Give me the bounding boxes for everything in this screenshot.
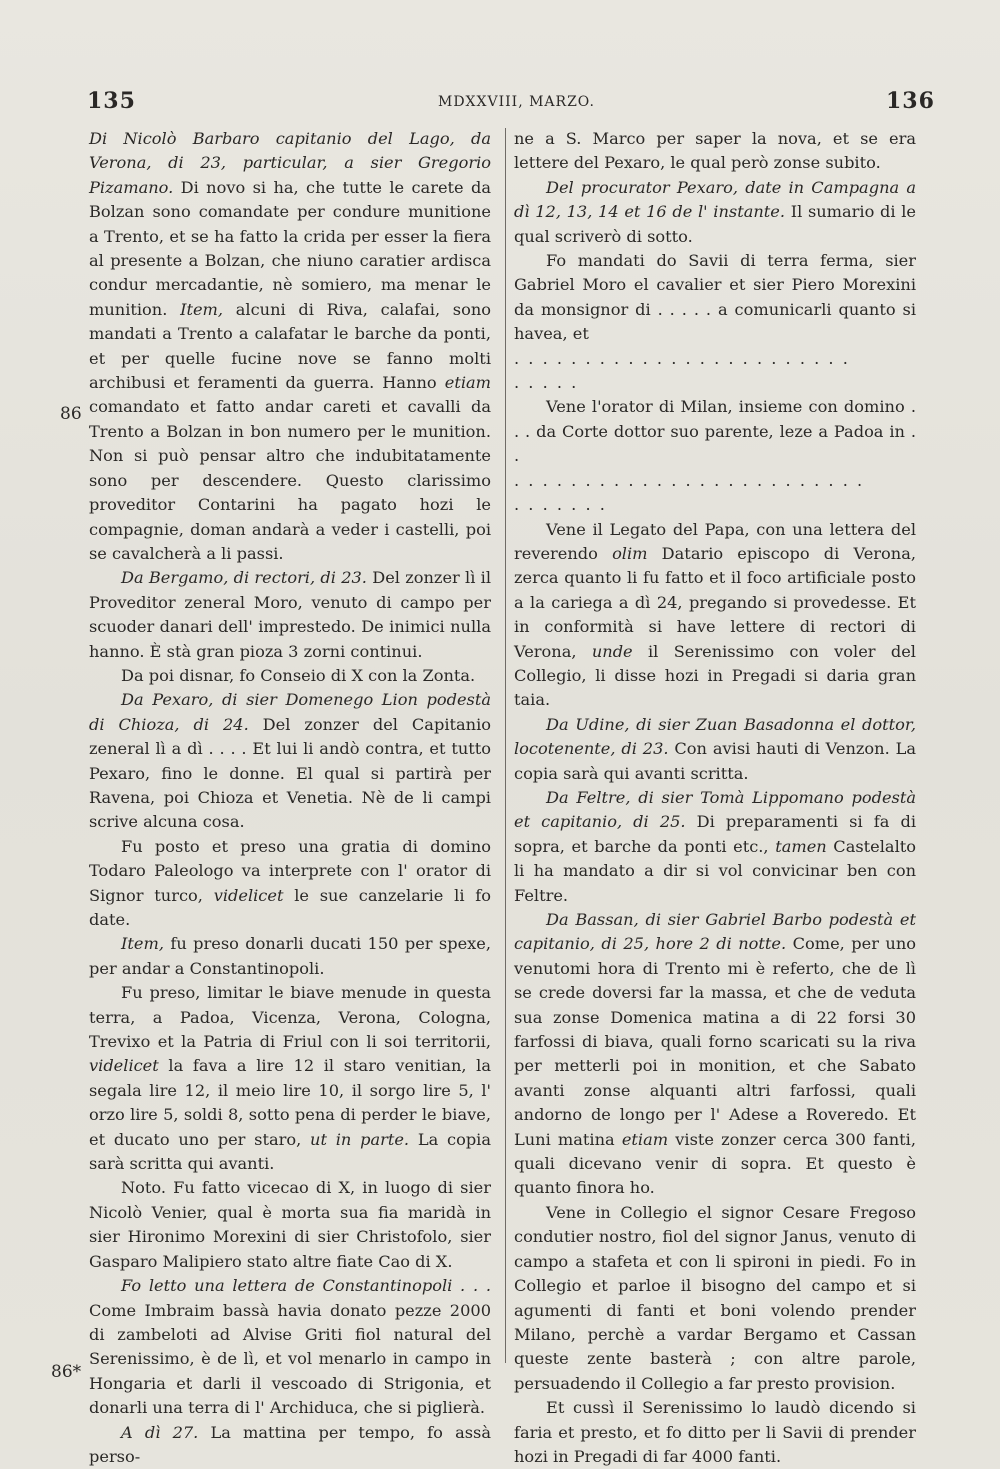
paragraph-text: Del zonzer lì il Proveditor zeneral Moro, venuto di campo per scuoder danari dell' imprestedo. De inimici nulla hanno. È stà gran pioza 3 zorni continui. <box>89 568 492 661</box>
paragraph-heading: Da Bergamo, di rectori, di 23. <box>121 568 367 588</box>
paragraph-heading: Da Udine, di sier Zuan Basadonna el dottor, locotenente, di 23. <box>514 714 916 759</box>
paragraph-heading: Da Pexaro, di sier Domenego Lion podestà di Chioza, di 24. <box>89 690 491 734</box>
paragraph-heading: Di Nicolò Barbaro capitanio del Lago, da Verona, di 23, particular, a sier Gregorio Pizamano. <box>89 129 491 197</box>
paragraph-text: Vene in Collegio el signor Cesare Fregoso condutier nostro, fiol del signor Janus, venuto di campo a stafeta et con li spironi in piedi. Fo in Collegio et parloe il bisogno del campo et si agumenti di fanti et boni volendo prender Milano, perchè a vardar Bergamo et Cassan queste zente basterà ; con altre parole, persuadendo il Collegio a far presto provision. <box>514 1202 916 1393</box>
paragraph-text: comandato et fatto andar careti et cavalli da Trento a Bolzan in bon numero per le munition. Non si può pensar altro che indubitatamente sono per descendere. Questo clarissimo proveditor Contarini ha pagato hozi le compagnie, doman andarà a veder i castelli, poi se cavalcherà a li passi. <box>89 397 491 563</box>
paragraph-text: Vene l'orator di Milan, insieme con domino . . . da Corte dottor suo parente, leze a Padoa in . . <box>514 397 916 466</box>
paragraph-text: la fava a lire 12 il staro venitian, la segala lire 12, il meio lire 10, il sorgo lire 5, l' orzo lire 5, soldi 8, sotto pena di perder le biave, et ducato uno per staro, <box>89 1056 491 1149</box>
margin-note-86: 86 <box>60 404 82 424</box>
paragraph-text: Vene il Legato del Papa, con una lettera del reverendo <box>514 519 916 563</box>
paragraph-text: Del zonzer del Capitanio zeneral lì a dì . . . . Et lui li andò contra, et tutto Pexaro, fino le donne. El qual si partirà per Ravena, poi Chioza et Venetia. Nè de li campi scrive alcuna cosa. <box>89 714 492 832</box>
paragraph-text: Come, per uno venutomi hora di Trento mi è referto, che de lì se crede doversi far la massa, et che de veduta sua zonse Domenica matina a di 22 forsi 30 farfossi di biava, quali forno scaricati su la riva per metterli poi in monition, et che Sabato avanti zonse alquanti altri farfossi, quali andorno de longo per l' Adese a Roveredo. Et Luni matina <box>514 934 917 1149</box>
right-column <box>514 127 916 1469</box>
paragraph <box>514 127 916 176</box>
paragraph <box>89 1176 491 1274</box>
italic-term: olim <box>612 543 648 563</box>
paragraph-heading: Fo letto una lettera de Constantinopoli . . . <box>121 1276 491 1296</box>
left-page-number: 135 <box>87 88 136 114</box>
paragraph-text: Noto. Fu fatto vicecao di X, in luogo di sier Nicolò Venier, qual è morta sua fia maridà in sier Hironimo Morexini di sier Christofolo, sier Gasparo Malipiero stato altre fiate Cao di X. <box>89 1178 491 1271</box>
paragraph-heading: Da Bassan, di sier Gabriel Barbo podestà et capitanio, di 25, hore 2 di notte. <box>514 910 916 954</box>
paragraph-text: fu preso donarli ducati 150 per spexe, per andar a Constantinopoli. <box>89 934 491 978</box>
paragraph <box>89 566 491 664</box>
italic-term: etiam <box>621 1129 669 1149</box>
italic-term: videlicet <box>213 885 284 905</box>
paragraph-text: ne a S. Marco per saper la nova, et se era lettere del Pexaro, le qual però zonse subito. <box>514 129 916 173</box>
paragraph <box>89 664 491 688</box>
paragraph-heading: A dì 27. <box>121 1422 199 1442</box>
margin-note-86-star: 86* <box>51 1362 82 1382</box>
paragraph-text: il Serenissimo con voler del Collegio, li disse hozi in Pregadi si daria gran taia. <box>514 641 916 710</box>
paragraph <box>89 127 491 566</box>
paragraph-text: Fu preso, limitar le biave menude in questa terra, a Padoa, Vicenza, Verona, Cologna, Trevixo et la Patria di Friul con li soi territorii, <box>89 983 491 1052</box>
italic-term: Item, <box>180 299 224 319</box>
paragraph <box>89 1421 491 1469</box>
paragraph <box>514 1396 916 1469</box>
italic-term: ut in parte. <box>310 1129 410 1149</box>
paragraph-text: Da poi disnar, fo Conseio di X con la Zonta. <box>121 665 476 685</box>
paragraph <box>514 786 916 908</box>
paragraph-text: Di preparamenti si fa di sopra, et barche da ponti etc., <box>514 812 917 856</box>
ellipsis-line: . . . . . . . . . . . . . . . . . . . . . . . . <box>514 348 850 368</box>
left-column <box>89 127 491 1469</box>
paragraph <box>89 932 491 981</box>
ellipsis-line: . . . . . <box>514 373 579 393</box>
paragraph-text: Come Imbraim bassà havia donato pezze 2000 di zambeloti ad Alvise Griti fiol natural del Serenissimo, è de lì, et vol menarlo in campo in Hongaria et darli il vescoado di Strigonia, et donarli una terra di l' Archiduca, che si piglierà. <box>89 1300 491 1418</box>
paragraph <box>514 908 916 1201</box>
italic-term: etiam <box>444 373 491 393</box>
italic-term: Item, <box>121 934 164 954</box>
paragraph-heading: Del procurator Pexaro, date in Campagna a dì 12, 13, 14 et 16 de l' instante. <box>514 177 916 222</box>
paragraph <box>89 688 491 834</box>
paragraph <box>89 981 491 1176</box>
italic-term: videlicet <box>89 1056 159 1076</box>
paragraph <box>89 835 491 933</box>
italic-term: unde <box>591 641 633 661</box>
paragraph-text: Et cussì il Serenissimo lo laudò dicendo si faria et presto, et fo ditto per li Savii di prender hozi in Pregadi di far 4000 fanti. <box>514 1398 916 1466</box>
column-divider <box>505 128 506 1363</box>
paragraph <box>514 249 916 347</box>
paragraph-text: viste zonzer cerca 300 fanti, quali dicevano venir di sopra. Et questo è quanto finora ho. <box>514 1129 917 1198</box>
paragraph-text: Con avisi hauti di Venzon. La copia sarà qui avanti scritta. <box>514 739 916 783</box>
paragraph-text: Il sumario di le qual scriverò di sotto. <box>514 202 916 246</box>
right-page-number: 136 <box>886 88 935 114</box>
paragraph-text: alcuni di Riva, calafai, sono mandati a Trento a calafatar le barche da ponti, et per quelle fucine nove se fanno molti archibusi et feramenti da guerra. Hanno <box>89 299 492 393</box>
paragraph <box>514 713 916 786</box>
paragraph <box>89 1274 491 1420</box>
italic-term: tamen <box>775 836 827 856</box>
paragraph <box>514 1201 916 1396</box>
paragraph-text: La mattina per tempo, fo assà perso- <box>89 1422 491 1466</box>
paragraph <box>514 176 916 249</box>
ellipsis-line: . . . . . . . <box>514 495 607 515</box>
page-header <box>0 88 1000 118</box>
paragraph-text: La copia sarà scritta qui avanti. <box>89 1129 492 1174</box>
paragraph-text: Fo mandati do Savii di terra ferma, sier Gabriel Moro el cavalier et sier Piero Morexini da monsignor di . . . . . a comunicarli quanto si havea, et <box>514 251 916 344</box>
ellipsis-line: . . . . . . . . . . . . . . . . . . . . . . . . . <box>514 470 865 490</box>
paragraph-heading: Da Feltre, di sier Tomà Lippomano podestà et capitanio, di 25. <box>514 787 916 832</box>
paragraph-text: le sue canzelarie li fo date. <box>89 885 491 929</box>
running-title: MDXXVIII, MARZO. <box>438 94 595 110</box>
paragraph-text: Fu posto et preso una gratia di domino Todaro Paleologo va interprete con l' orator di Signor turco, <box>89 836 491 905</box>
paragraph <box>514 395 916 468</box>
paragraph-text: Di novo si ha, che tutte le carete da Bolzan sono comandate per condure munitione a Trento, et se ha fatto la crida per esser la fiera al presente a Bolzan, che niuno caratier ardisca condur mercadantie, nè somiero, ma menar le munition. <box>89 177 491 319</box>
paragraph-text: Castelalto li ha mandato a dir si vol convicinar ben con Feltre. <box>514 836 916 905</box>
paragraph-text: Datario episcopo di Verona, zerca quanto li fu fatto et il foco artificiale posto a la cariega a dì 24, pregando si provedesse. Et in conformità si have lettere di rectori di Verona, <box>514 543 916 661</box>
paragraph <box>514 518 916 713</box>
